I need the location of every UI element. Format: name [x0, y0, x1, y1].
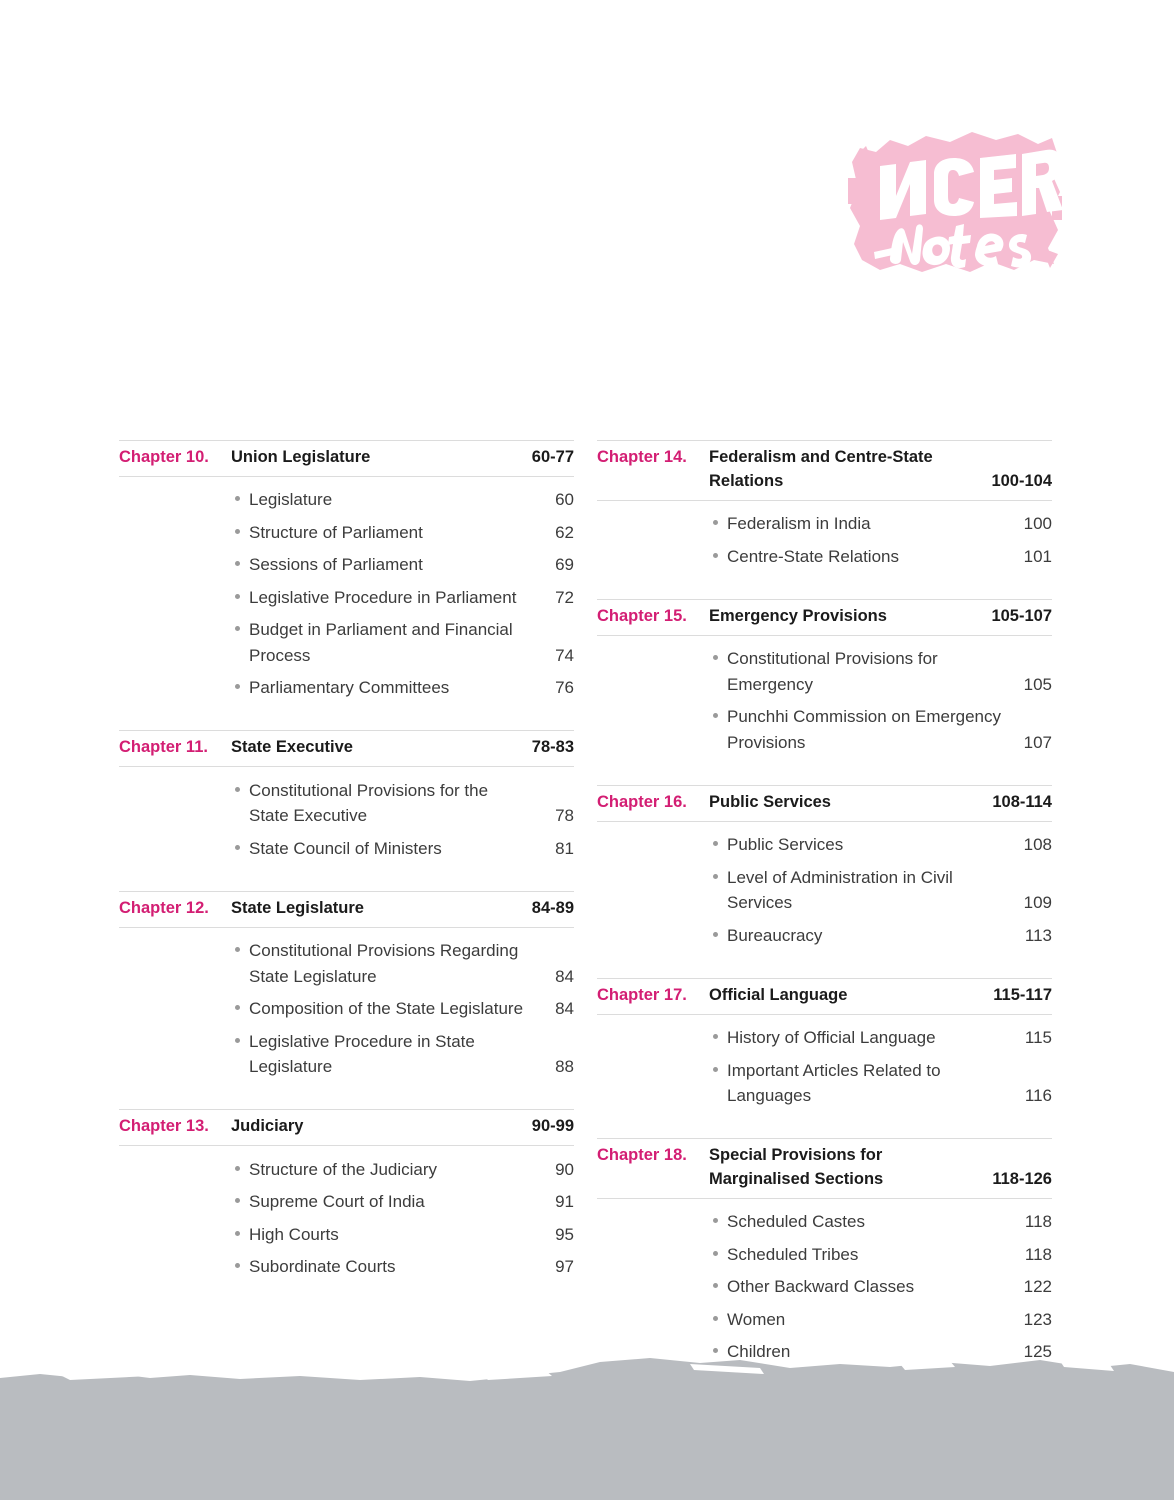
topic-page-number: 91: [555, 1192, 574, 1212]
topic-row[interactable]: [231, 672, 574, 705]
chapter-number: Chapter 13.: [119, 1117, 209, 1136]
chapter-page-range: 118-126: [992, 1170, 1052, 1189]
chapter-header[interactable]: [597, 440, 1052, 501]
topic-label: Constitutional Provisions Regarding State Legislature: [249, 941, 519, 986]
chapter-title: Federalism and Centre-State Relations: [709, 448, 933, 490]
topic-row[interactable]: [709, 540, 1052, 573]
chapter-header[interactable]: [119, 1109, 574, 1146]
topic-page-number: 115: [1024, 1028, 1052, 1048]
chapter-topic-list: [231, 767, 574, 865]
chapter-header[interactable]: [119, 730, 574, 767]
toc-column-left: [119, 440, 574, 1283]
topic-label: Federalism in India: [727, 514, 871, 534]
topic-page-number: 109: [1023, 893, 1052, 913]
chapter-title-row: [709, 446, 1052, 494]
chapter-title: Union Legislature: [231, 448, 371, 466]
topic-label: Parliamentary Committees: [249, 678, 450, 698]
chapter-title-row: [709, 791, 1052, 815]
bullet-dot-icon: [709, 1209, 727, 1223]
bullet-dot-icon: [231, 675, 249, 689]
chapter-page-range: 100-104: [991, 471, 1052, 490]
topic-label: Composition of the State Legislature: [249, 999, 524, 1019]
topic-page-number: 97: [555, 1257, 574, 1277]
topic-row[interactable]: [709, 1206, 1052, 1239]
bullet-dot-icon: [709, 832, 727, 846]
topic-label: Constitutional Provisions for the State Executive: [249, 780, 489, 826]
bullet-dot-icon: [231, 520, 249, 534]
topic-label: Important Articles Related to Languages: [727, 1060, 941, 1106]
chapter-header[interactable]: [597, 978, 1052, 1015]
topic-label: Legislative Procedure in Parliament: [249, 587, 517, 607]
topic-page-number: 108: [1023, 835, 1052, 855]
topic-page-number: 72: [555, 587, 574, 607]
bullet-dot-icon: [231, 778, 249, 792]
chapter-title-row: [231, 897, 574, 921]
topic-row[interactable]: [231, 1025, 574, 1083]
topic-page-number: 107: [1023, 732, 1052, 752]
chapter-header[interactable]: [597, 599, 1052, 636]
chapter-title-row: [231, 1115, 574, 1139]
topic-page-number: 125: [1023, 1342, 1052, 1362]
chapter-title-row: [709, 605, 1052, 629]
chapter-entry: [119, 1109, 574, 1283]
topic-page-number: 118: [1024, 1244, 1052, 1264]
chapter-topic-list: [231, 477, 574, 705]
topic-label: Supreme Court of India: [249, 1192, 425, 1212]
chapter-number: Chapter 12.: [119, 898, 209, 917]
bullet-dot-icon: [709, 1307, 727, 1321]
chapter-number: Chapter 18.: [597, 1146, 687, 1165]
chapter-topic-list: [709, 501, 1052, 573]
bullet-dot-icon: [231, 585, 249, 599]
topic-page-number: 76: [555, 678, 574, 698]
topic-row[interactable]: [709, 861, 1052, 919]
topic-page-number: 81: [555, 838, 574, 858]
topic-page-number: 122: [1023, 1277, 1052, 1297]
bullet-dot-icon: [231, 996, 249, 1010]
topic-page-number: 78: [555, 806, 574, 826]
chapter-title-row: [709, 1144, 1052, 1192]
chapter-page-range: 84-89: [531, 898, 574, 917]
chapter-page-range: 108-114: [992, 792, 1052, 811]
topic-page-number: 60: [555, 490, 574, 510]
topic-page-number: 90: [555, 1159, 574, 1179]
chapter-header[interactable]: [597, 785, 1052, 822]
bullet-dot-icon: [709, 704, 727, 718]
topic-row[interactable]: [231, 1218, 574, 1251]
bullet-dot-icon: [709, 544, 727, 558]
chapter-title: Special Provisions for Marginalised Sections: [709, 1146, 884, 1189]
chapter-page-range: 78-83: [531, 738, 574, 757]
topic-label: Other Backward Classes: [727, 1277, 915, 1297]
chapter-entry: [119, 440, 574, 704]
chapter-number: Chapter 17.: [597, 985, 687, 1004]
bullet-dot-icon: [709, 1242, 727, 1256]
topic-label: Bureaucracy: [727, 925, 823, 945]
topic-page-number: 105: [1023, 674, 1052, 694]
topic-row[interactable]: [231, 1153, 574, 1186]
topic-row[interactable]: [709, 643, 1052, 701]
chapter-entry: [597, 978, 1052, 1112]
topic-row[interactable]: [709, 1054, 1052, 1112]
bullet-dot-icon: [231, 1222, 249, 1236]
topic-label: Women: [727, 1309, 786, 1329]
topic-row[interactable]: [709, 1303, 1052, 1336]
topic-page-number: 84: [555, 966, 574, 986]
topic-label: Constitutional Provisions for Emergency: [727, 649, 938, 694]
topic-page-number: 69: [555, 555, 574, 575]
chapter-topic-list: [709, 822, 1052, 952]
chapter-entry: [119, 730, 574, 864]
chapter-number: Chapter 14.: [597, 448, 687, 466]
bullet-dot-icon: [231, 1254, 249, 1268]
chapter-page-range: 105-107: [991, 606, 1052, 625]
chapter-entry: [597, 599, 1052, 759]
chapter-title: State Legislature: [231, 898, 364, 917]
topic-row[interactable]: [231, 1186, 574, 1219]
topic-row[interactable]: [231, 581, 574, 614]
topic-label: Scheduled Castes: [727, 1212, 865, 1232]
topic-label: Level of Administration in Civil Services: [727, 867, 953, 913]
bottom-brush-band: [0, 1350, 1174, 1500]
bullet-dot-icon: [231, 617, 249, 631]
topic-page-number: 116: [1024, 1086, 1052, 1106]
topic-row[interactable]: [709, 508, 1052, 541]
topic-row[interactable]: [709, 1022, 1052, 1055]
topic-label: Sessions of Parliament: [249, 555, 423, 575]
topic-label: Budget in Parliament and Financial Process: [249, 620, 513, 665]
topic-label: Public Services: [727, 835, 844, 855]
topic-page-number: 62: [555, 522, 574, 542]
topic-label: Structure of Parliament: [249, 522, 423, 542]
topic-page-number: 88: [555, 1057, 574, 1077]
topic-row[interactable]: [231, 774, 574, 832]
topic-label: Legislature: [249, 490, 333, 510]
chapter-header[interactable]: [597, 1138, 1052, 1199]
chapter-number: Chapter 10.: [119, 448, 209, 466]
chapter-number: Chapter 11.: [119, 738, 208, 757]
topic-row[interactable]: [231, 484, 574, 517]
topic-row[interactable]: [709, 1271, 1052, 1304]
bullet-dot-icon: [231, 487, 249, 501]
chapter-topic-list: [231, 928, 574, 1084]
chapter-entry: [119, 891, 574, 1083]
ncert-notes-logo: [846, 126, 1064, 278]
topic-label: Subordinate Courts: [249, 1257, 396, 1277]
bullet-dot-icon: [231, 938, 249, 952]
chapter-page-range: 115-117: [993, 985, 1052, 1004]
topic-label: Scheduled Tribes: [727, 1244, 859, 1264]
chapter-title: State Executive: [231, 738, 353, 757]
topic-row[interactable]: [709, 829, 1052, 862]
topic-page-number: 95: [555, 1224, 574, 1244]
bullet-dot-icon: [709, 865, 727, 879]
bullet-dot-icon: [231, 1157, 249, 1171]
chapter-title-row: [231, 446, 574, 470]
topic-row[interactable]: [231, 614, 574, 672]
bullet-dot-icon: [231, 1029, 249, 1043]
chapter-entry: [597, 440, 1052, 573]
bullet-dot-icon: [709, 923, 727, 937]
topic-row[interactable]: [709, 1238, 1052, 1271]
topic-row[interactable]: [231, 516, 574, 549]
chapter-header[interactable]: [119, 891, 574, 928]
topic-label: Centre-State Relations: [727, 546, 899, 566]
topic-page-number: 100: [1023, 514, 1052, 534]
bullet-dot-icon: [709, 1025, 727, 1039]
topic-label: Legislative Procedure in State Legislature: [249, 1031, 475, 1077]
topic-page-number: 84: [555, 999, 574, 1019]
bullet-dot-icon: [709, 511, 727, 525]
chapter-title: Emergency Provisions: [709, 606, 887, 625]
chapter-entry: [597, 785, 1052, 952]
bullet-dot-icon: [231, 1189, 249, 1203]
topic-page-number: 118: [1024, 1212, 1052, 1232]
topic-row[interactable]: [709, 701, 1052, 759]
chapter-topic-list: [231, 1146, 574, 1283]
chapter-page-range: 90-99: [531, 1117, 574, 1136]
chapter-title: Official Language: [709, 985, 848, 1004]
chapter-number: Chapter 15.: [597, 606, 687, 625]
topic-row[interactable]: [231, 993, 574, 1026]
chapter-title-row: [709, 984, 1052, 1008]
topic-label: High Courts: [249, 1224, 339, 1244]
topic-page-number: 113: [1024, 925, 1052, 945]
topic-label: Structure of the Judiciary: [249, 1159, 438, 1179]
chapter-title: Judiciary: [231, 1117, 304, 1136]
topic-page-number: 101: [1023, 546, 1052, 566]
bullet-dot-icon: [231, 552, 249, 566]
topic-label: Punchhi Commission on Emergency Provisions: [727, 707, 1002, 752]
topic-row[interactable]: [231, 832, 574, 865]
topic-label: Children: [727, 1342, 791, 1362]
chapter-topic-list: [709, 636, 1052, 759]
topic-row[interactable]: [231, 1251, 574, 1284]
chapter-number: Chapter 16.: [597, 792, 687, 811]
topic-row[interactable]: [231, 935, 574, 993]
chapter-title-row: [231, 736, 574, 760]
topic-row[interactable]: [709, 919, 1052, 952]
chapter-title: Public Services: [709, 792, 831, 811]
topic-page-number: 123: [1023, 1309, 1052, 1329]
bullet-dot-icon: [709, 1058, 727, 1072]
topic-page-number: 74: [555, 645, 574, 665]
topic-row[interactable]: [231, 549, 574, 582]
bullet-dot-icon: [709, 1274, 727, 1288]
topic-label: History of Official Language: [727, 1028, 936, 1048]
bullet-dot-icon: [709, 646, 727, 660]
chapter-page-range: 60-77: [531, 448, 574, 466]
bullet-dot-icon: [231, 836, 249, 850]
toc-column-right: [597, 440, 1052, 1401]
topic-label: State Council of Ministers: [249, 838, 442, 858]
chapter-topic-list: [709, 1015, 1052, 1113]
chapter-header[interactable]: [119, 440, 574, 477]
